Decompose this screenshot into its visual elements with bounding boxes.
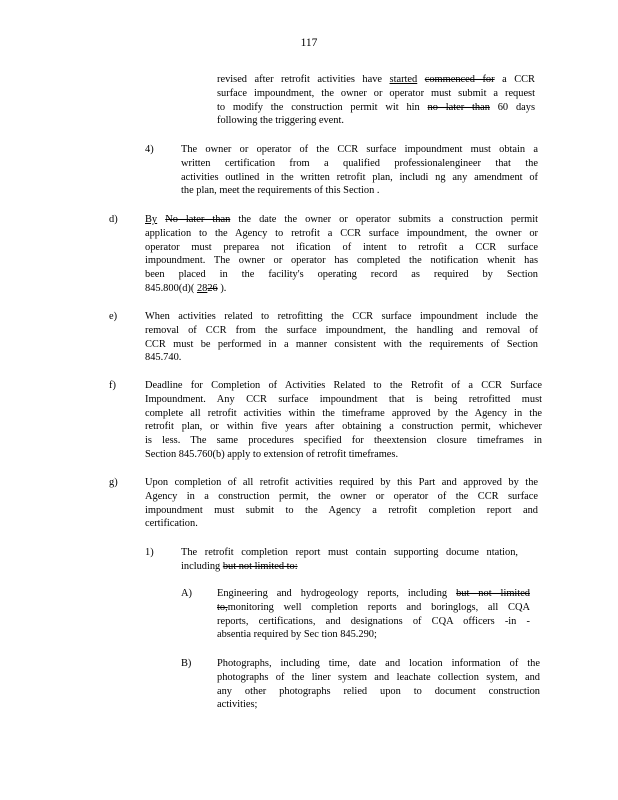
text-run: following the triggering event. (217, 115, 344, 127)
item-marker: f) (109, 380, 116, 391)
text-line (145, 448, 542, 462)
text-run: a CCR (494, 74, 535, 85)
text-line (217, 73, 535, 87)
text-run: Agency in a construction permit, the owner or operator of the CCR surface (145, 490, 538, 502)
text-line (145, 254, 538, 268)
text-run (157, 214, 165, 225)
text-run: revised after retrofit activities have (217, 74, 390, 85)
text-run: Impoundment. Any CCR surface impoundment that is being retrofitted must (145, 393, 542, 405)
text-run: Upon completion of all retrofit activities required by this Part and approved by the (145, 477, 538, 488)
text-run: monitoring well completion reports and boringlogs, all CQA (227, 601, 530, 613)
text-line (145, 338, 538, 352)
text-line (145, 310, 538, 324)
text-run: impoundment. The owner or operator has completed the notification whenit has (145, 255, 538, 267)
inserted-text: 28 (196, 282, 208, 294)
text-line (181, 171, 538, 185)
text-line (217, 671, 540, 685)
text-run: surface impoundment, the owner or operator must submit a request (217, 87, 535, 99)
text-run: been placed in the facility's operating record as required by Section (145, 269, 538, 281)
text-line (145, 393, 542, 407)
text-run: retrofit plan, or within five years after obtaining a construction permit, whichever (145, 421, 542, 433)
text-line (145, 268, 538, 282)
text-line (145, 324, 538, 338)
text-run: Engineering and hydrogeology reports, including (217, 588, 457, 599)
text-run: reports, certifications, and designations of CQA officers -in - (217, 615, 530, 627)
paragraph-text (145, 310, 538, 365)
text-run: 845.740. (145, 352, 182, 364)
text-line (181, 143, 538, 157)
text-run: activities; (217, 699, 258, 711)
paragraph-text (217, 73, 535, 128)
text-line (145, 241, 538, 255)
paragraph-text (217, 587, 530, 642)
text-line (145, 476, 538, 490)
deleted-text: 26 (207, 282, 218, 294)
text-run: application to the Agency to retrofit a CCR surface impoundment, the owner or (145, 227, 538, 239)
page-number: 117 (300, 37, 318, 49)
paragraph-text (145, 476, 538, 531)
text-run: certification. (145, 518, 198, 530)
item-marker: 4) (145, 144, 154, 155)
text-line (145, 420, 542, 434)
text-run: The owner or operator of the CCR surface impoundment must obtain a (181, 144, 538, 155)
text-line (145, 379, 542, 393)
paragraph-text (145, 213, 538, 296)
text-run: The retrofit completion report must contain supporting docume ntation, (181, 547, 518, 558)
text-run: 845.800(d)( (145, 282, 197, 294)
text-line (181, 546, 518, 560)
text-run: When activities related to retrofitting the CCR surface impoundment include the (145, 311, 538, 322)
text-line (145, 227, 538, 241)
text-run: any other photographs relied upon to document construction (217, 685, 540, 697)
text-run: including (181, 560, 223, 572)
inserted-text: By (145, 214, 158, 225)
text-line (145, 434, 542, 448)
item-marker: g) (109, 477, 118, 488)
text-line (217, 698, 540, 712)
text-line (217, 114, 535, 128)
text-run: the date the owner or operator submits a construction permit (230, 214, 539, 225)
paragraph-text (181, 143, 538, 198)
text-line (217, 587, 530, 601)
text-line (181, 184, 538, 198)
text-run: operator must preparea not ification of intent to retrofit a CCR surface (145, 241, 538, 253)
text-run: ). (217, 282, 227, 294)
item-marker: A) (181, 588, 192, 599)
text-run: Section 845.760(b) apply to extension of retrofit timeframes. (145, 448, 399, 460)
text-line (145, 282, 538, 296)
text-run: absentia required by Sec tion 845.290; (217, 629, 377, 641)
text-run: to modify the construction permit wit hin (217, 101, 428, 113)
item-marker: B) (181, 658, 192, 669)
text-line (217, 101, 535, 115)
text-line (217, 601, 530, 615)
text-line (145, 517, 538, 531)
deleted-text: no later than (427, 101, 490, 113)
text-run: Deadline for Completion of Activities Related to the Retrofit of a CCR Surface (145, 380, 542, 391)
deleted-text: to, (217, 601, 228, 613)
paragraph-text (145, 379, 542, 462)
text-run: the plan, meet the requirements of this Section . (181, 185, 380, 197)
text-line (145, 213, 538, 227)
text-run: complete all retrofit activities within the timeframe approved by the Agency in the (145, 407, 542, 419)
text-run: 60 days (489, 101, 535, 113)
text-run: activities outlined in the written retrofit plan, includi ng any amendment of (181, 171, 538, 183)
item-marker: e) (109, 311, 118, 322)
text-line (217, 628, 530, 642)
text-line (217, 685, 540, 699)
text-line (181, 157, 538, 171)
deleted-text: commenced for (424, 74, 495, 85)
text-line (145, 490, 538, 504)
text-line (181, 560, 518, 574)
text-line (145, 504, 538, 518)
text-line (145, 407, 542, 421)
text-run: impoundment must submit to the Agency a retrofit completion report and (145, 504, 538, 516)
paragraph-text (181, 546, 518, 574)
item-marker: d) (109, 214, 118, 225)
text-run: photographs of the liner system and leachate collection system, and (217, 671, 540, 683)
text-run (417, 74, 425, 85)
text-line (217, 87, 535, 101)
item-marker: 1) (145, 547, 154, 558)
deleted-text: No later than (165, 214, 231, 225)
text-line (217, 615, 530, 629)
text-line (217, 657, 540, 671)
text-run: is less. The same procedures specified for theextension closure timeframes in (145, 435, 542, 447)
text-run: removal of CCR from the surface impoundment, the handling and removal of (145, 324, 538, 336)
text-line (145, 351, 538, 365)
text-run: written certification from a qualified professionalengineer that the (181, 157, 538, 169)
paragraph-text (217, 657, 540, 712)
deleted-text: but not limited (456, 588, 530, 599)
text-run: CCR must be performed in a manner consistent with the requirements of Section (145, 338, 538, 350)
deleted-text: but not limited to: (222, 560, 298, 572)
inserted-text: started (389, 74, 418, 85)
text-run: Photographs, including time, date and location information of the (217, 658, 540, 669)
